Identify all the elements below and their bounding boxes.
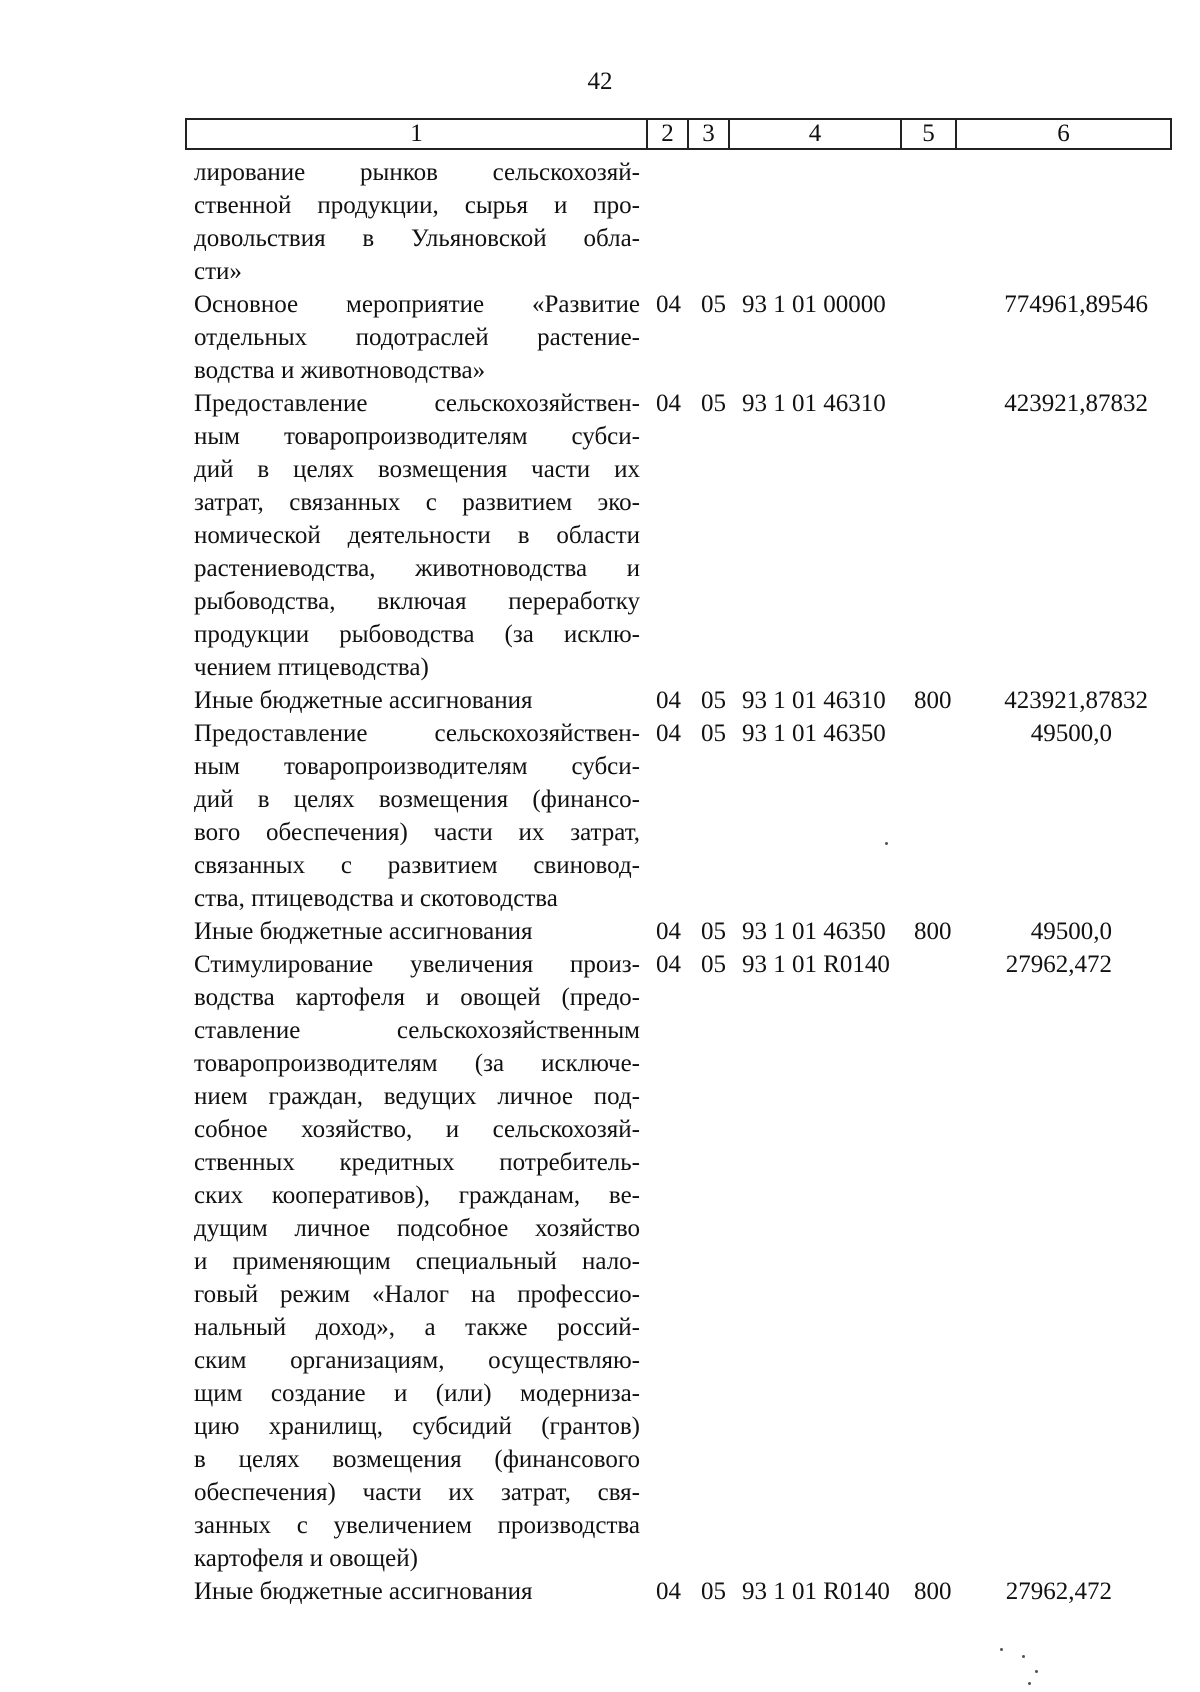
table-row <box>0 915 1200 948</box>
page-number: 42 <box>587 68 613 95</box>
cell-c2: 04 <box>656 1578 681 1605</box>
table-row <box>0 156 1200 288</box>
description-line: ным товаропроизводителям субси- <box>194 423 640 450</box>
description-line: ства, птицеводства и скотоводства <box>194 885 558 912</box>
table-body <box>0 156 1200 1608</box>
cell-c6: 774961,89546 <box>1004 291 1148 318</box>
scan-speck <box>1000 1648 1003 1651</box>
cell-c2: 04 <box>656 687 681 714</box>
description-line: Основное мероприятие «Развитие <box>194 291 640 318</box>
description-line: Иные бюджетные ассигнования <box>194 1578 533 1605</box>
cell-c6: 27962,472 <box>1005 1578 1112 1605</box>
table-row <box>0 684 1200 717</box>
cell-c3: 05 <box>701 687 726 714</box>
table-row <box>0 948 1200 1575</box>
cell-c4: 93 1 01 R0140 <box>742 951 890 978</box>
description-line: связанных с развитием свиновод- <box>194 852 640 879</box>
cell-c4: 93 1 01 46310 <box>742 687 886 714</box>
cell-c5: 800 <box>914 687 952 714</box>
description-line: продукции рыбоводства (за исклю- <box>194 621 640 648</box>
description-line: лирование рынков сельскохозяй- <box>194 159 640 186</box>
description-line: ственных кредитных потребитель- <box>194 1149 640 1176</box>
description-line: дий в целях возмещения (финансо- <box>194 786 640 813</box>
description-line: отдельных подотраслей растение- <box>194 324 640 351</box>
row-description <box>194 288 640 387</box>
cell-c6: 49500,0 <box>1030 918 1112 945</box>
description-line: Стимулирование увеличения произ- <box>194 951 640 978</box>
row-description <box>194 915 640 948</box>
description-line: растениеводства, животноводства и <box>194 555 640 582</box>
table-row <box>0 288 1200 387</box>
row-description <box>194 684 640 717</box>
row-description <box>194 387 640 684</box>
description-line: сти» <box>194 258 242 285</box>
cell-c6: 49500,0 <box>1030 720 1112 747</box>
cell-c4: 93 1 01 46310 <box>742 390 886 417</box>
cell-c3: 05 <box>701 291 726 318</box>
cell-c4: 93 1 01 00000 <box>742 291 886 318</box>
description-line: занных с увеличением производства <box>194 1512 640 1539</box>
description-line: дущим личное подсобное хозяйство <box>194 1215 640 1242</box>
cell-c6: 423921,87832 <box>1004 390 1148 417</box>
description-line: вого обеспечения) части их затрат, <box>194 819 640 846</box>
cell-c5: 800 <box>914 918 952 945</box>
cell-c4: 93 1 01 46350 <box>742 918 886 945</box>
description-line: картофеля и овощей) <box>194 1545 418 1572</box>
row-description <box>194 156 640 288</box>
description-line: затрат, связанных с развитием эко- <box>194 489 640 516</box>
description-line: ставление сельскохозяйственным <box>194 1017 640 1044</box>
header-col-6: 6 <box>956 119 1171 149</box>
description-line: нальный доход», а также россий- <box>194 1314 640 1341</box>
description-line: ским организациям, осуществляю- <box>194 1347 640 1374</box>
cell-c2: 04 <box>656 918 681 945</box>
cell-c4: 93 1 01 46350 <box>742 720 886 747</box>
description-line: водства картофеля и овощей (предо- <box>194 984 640 1011</box>
cell-c3: 05 <box>701 720 726 747</box>
cell-c2: 04 <box>656 390 681 417</box>
description-line: Иные бюджетные ассигнования <box>194 918 533 945</box>
description-line: Иные бюджетные ассигнования <box>194 687 533 714</box>
cell-c3: 05 <box>701 390 726 417</box>
row-description <box>194 948 640 1575</box>
table-row <box>0 387 1200 684</box>
cell-c2: 04 <box>656 951 681 978</box>
description-line: ственной продукции, сырья и про- <box>194 192 640 219</box>
description-line: и применяющим специальный нало- <box>194 1248 640 1275</box>
cell-c3: 05 <box>701 951 726 978</box>
scan-speck <box>1028 1682 1031 1685</box>
table-row <box>0 717 1200 915</box>
description-line: Предоставление сельскохозяйствен- <box>194 720 640 747</box>
table-header <box>185 118 1172 150</box>
cell-c3: 05 <box>701 918 726 945</box>
description-line: рыбоводства, включая переработку <box>194 588 640 615</box>
header-col-3: 3 <box>688 119 729 149</box>
description-line: довольствия в Ульяновской обла- <box>194 225 640 252</box>
header-col-2: 2 <box>647 119 688 149</box>
description-line: обеспечения) части их затрат, свя- <box>194 1479 640 1506</box>
cell-c5: 800 <box>914 1578 952 1605</box>
description-line: товаропроизводителям (за исключе- <box>194 1050 640 1077</box>
header-col-4: 4 <box>729 119 901 149</box>
description-line: в целях возмещения (финансового <box>194 1446 640 1473</box>
description-line: водства и животноводства» <box>194 357 486 384</box>
description-line: говый режим «Налог на профессио- <box>194 1281 640 1308</box>
cell-c3: 05 <box>701 1578 726 1605</box>
scan-speck <box>1022 1655 1025 1658</box>
row-description <box>194 1575 640 1608</box>
description-line: ным товаропроизводителям субси- <box>194 753 640 780</box>
cell-c2: 04 <box>656 720 681 747</box>
description-line: Предоставление сельскохозяйствен- <box>194 390 640 417</box>
scan-speck <box>1035 1670 1038 1673</box>
header-col-5: 5 <box>901 119 956 149</box>
cell-c4: 93 1 01 R0140 <box>742 1578 890 1605</box>
description-line: номической деятельности в области <box>194 522 640 549</box>
row-description <box>194 717 640 915</box>
table-row <box>0 1575 1200 1608</box>
header-col-1: 1 <box>186 119 647 149</box>
description-line: нием граждан, ведущих личное под- <box>194 1083 640 1110</box>
description-line: собное хозяйство, и сельскохозяй- <box>194 1116 640 1143</box>
description-line: ских кооперативов), гражданам, ве- <box>194 1182 640 1209</box>
cell-c6: 27962,472 <box>1005 951 1112 978</box>
cell-c6: 423921,87832 <box>1004 687 1148 714</box>
description-line: цию хранилищ, субсидий (грантов) <box>194 1413 640 1440</box>
description-line: дий в целях возмещения части их <box>194 456 640 483</box>
description-line: щим создание и (или) модерниза- <box>194 1380 640 1407</box>
description-line: чением птицеводства) <box>194 654 429 681</box>
scan-speck <box>885 842 888 845</box>
cell-c2: 04 <box>656 291 681 318</box>
